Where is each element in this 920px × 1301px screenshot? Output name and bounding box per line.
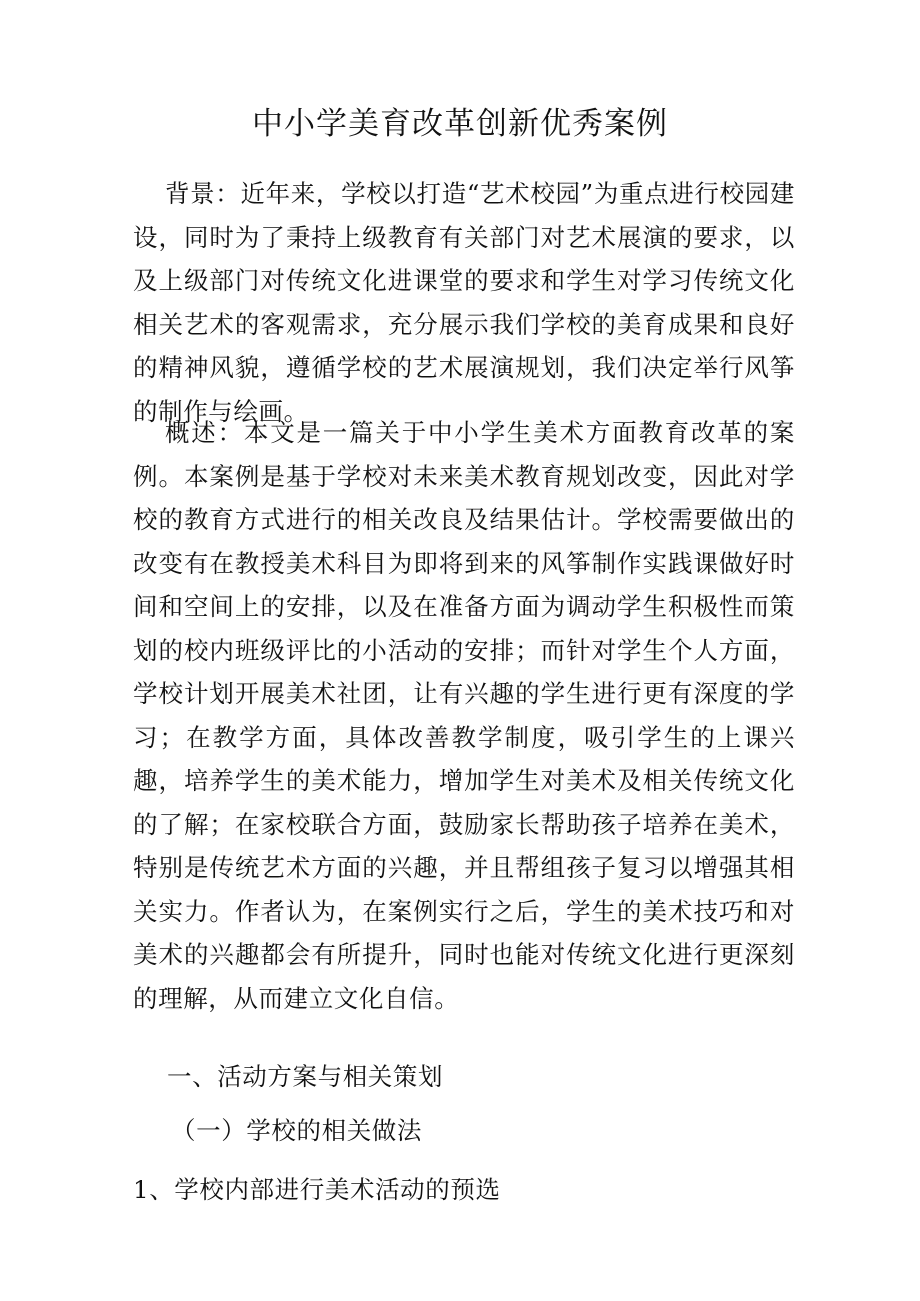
background-paragraph: 背景：近年来，学校以打造“艺术校园”为重点进行校园建设，同时为了秉持上级教育有关部门对艺术展演的要求，以及上级部门对传统文化进课堂的要求和学生对学习传统文化相关艺术的客观需求，充分展示我们学校的美育成果和良好的精神风貌，遵循学校的艺术展演规划，我们决定举行风筝的制作与绘画。 bbox=[133, 179, 795, 426]
subsection-heading: （一）学校的相关做法 bbox=[171, 1116, 422, 1145]
overview-paragraph: 概述：本文是一篇关于中小学生美术方面教育改革的案例。本案例是基于学校对未来美术教育规划改变，因此对学校的教育方式进行的相关改良及结果估计。学校需要做出的改变有在教授美术科目为即将到来的风筝制作实践课做好时间和空间上的安排，以及在准备方面为调动学生积极性而策划的校内班级评比的小活动的安排；而针对学生个人方面，学校计划开展美术社团，让有兴趣的学生进行更有深度的学习；在教学方面，具体改善教学制度，吸引学生的上课兴趣，培养学生的美术能力，增加学生对美术及相关传统文化的了解；在家校联合方面，鼓励家长帮助孩子培养在美术，特别是传统艺术方面的兴趣，并且帮组孩子复习以增强其相关实力。作者认为，在案例实行之后，学生的美术技巧和对美术的兴趣都会有所提升，同时也能对传统文化进行更深刻的理解，从而建立文化自信。 bbox=[133, 418, 795, 1013]
document-title: 中小学美育改革创新优秀案例 bbox=[252, 106, 668, 142]
section-heading: 一、活动方案与相关策划 bbox=[167, 1062, 444, 1091]
item-heading: 1、学校内部进行美术活动的预选 bbox=[133, 1175, 501, 1204]
